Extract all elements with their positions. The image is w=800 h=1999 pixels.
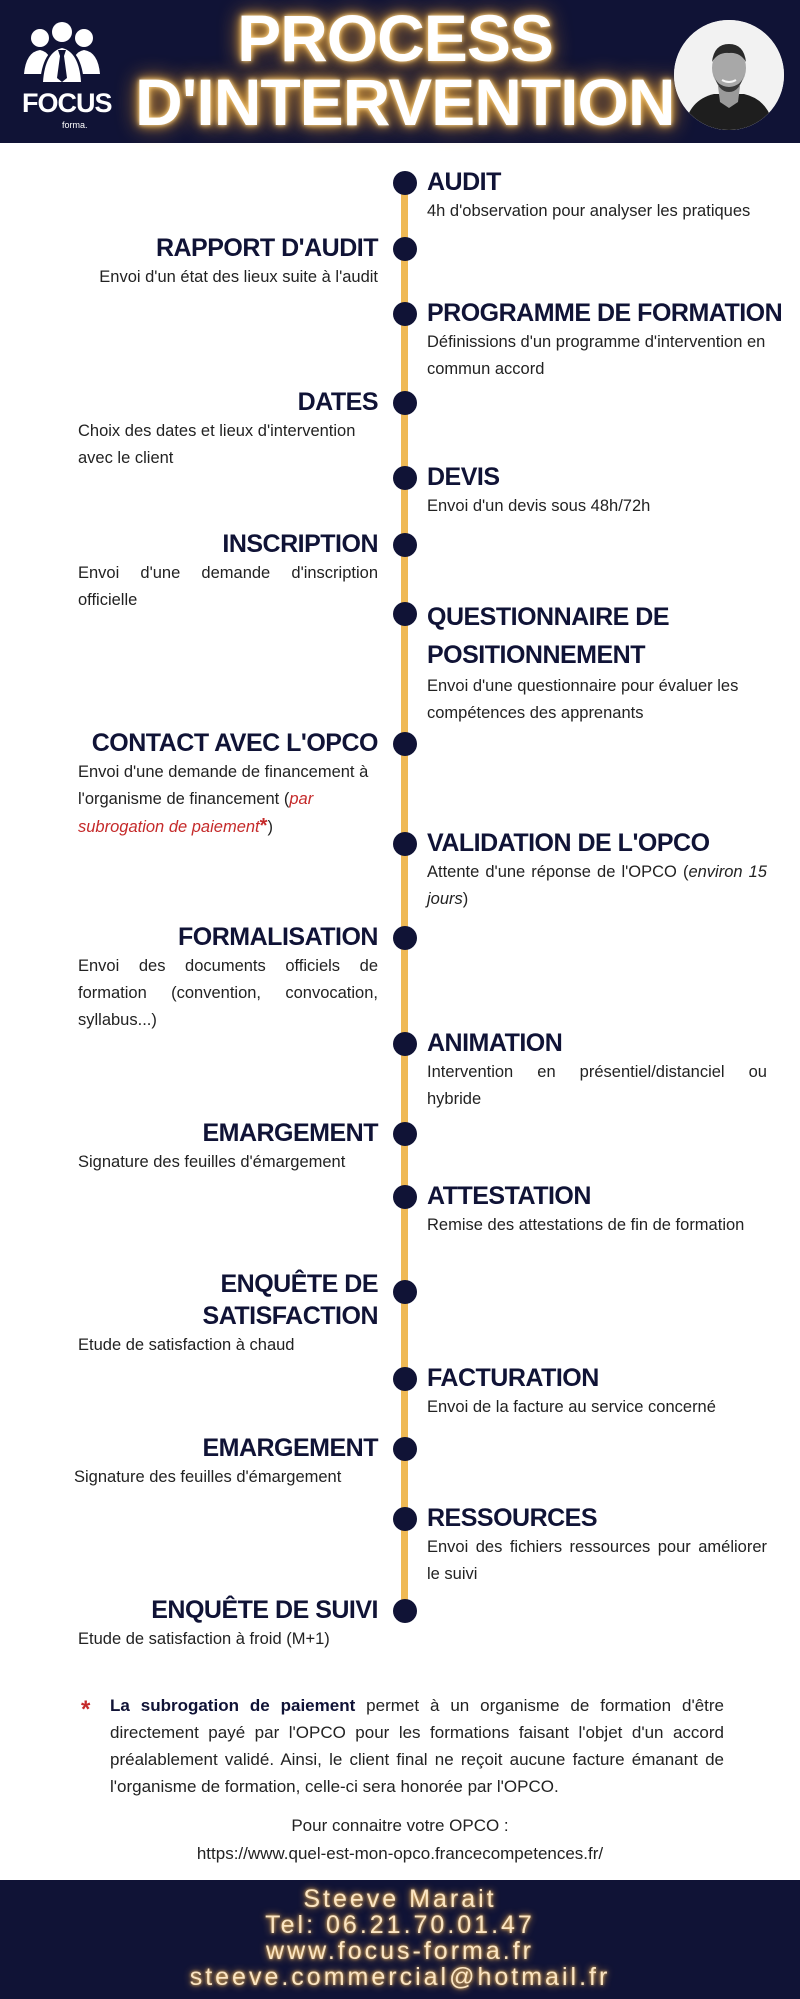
asterisk-icon: * (259, 815, 268, 837)
step-description (427, 859, 767, 913)
step-description: Choix des dates et lieux d'intervention avec le client (78, 422, 356, 467)
avatar (674, 20, 784, 130)
step-title-line-2: POSITIONNEMENT (427, 641, 646, 669)
step-title: ATTESTATION (427, 1182, 591, 1210)
timeline-dot (393, 391, 417, 415)
opco-link[interactable]: https://www.quel-est-mon-opco.francecompetences.fr/ (196, 1844, 604, 1863)
timeline-dot (393, 1599, 417, 1623)
timeline-dot (393, 466, 417, 490)
description-text: Envoi d'une demande de financement à l'organisme de financement ( (78, 763, 369, 808)
step-programme-formation (427, 297, 783, 383)
timeline-dot (393, 1367, 417, 1391)
step-emargement-2 (74, 1432, 378, 1491)
people-group-icon (22, 12, 102, 88)
asterisk-icon: * (81, 1696, 91, 1723)
step-inscription (78, 528, 378, 614)
subrogation-italic: par subrogation de paiement (78, 790, 314, 836)
step-enquete-satisfaction (78, 1268, 378, 1359)
contact-name: Steeve Marait (303, 1885, 497, 1913)
step-title: FORMALISATION (178, 923, 378, 951)
timeline-dot (393, 1122, 417, 1146)
step-title: DATES (297, 388, 378, 416)
step-description (78, 759, 378, 841)
step-enquete-suivi (78, 1594, 378, 1653)
step-description: Etude de satisfaction à chaud (78, 1336, 295, 1354)
step-description: Envoi d'un devis sous 48h/72h (427, 497, 651, 515)
page-title (135, 1, 675, 139)
step-questionnaire-positionnement (427, 597, 767, 727)
step-title: ANIMATION (427, 1029, 563, 1057)
timeline-dot (393, 732, 417, 756)
timeline-dot (393, 1437, 417, 1461)
step-validation-opco (427, 827, 767, 913)
timeline-dot (393, 302, 417, 326)
timeline-dot (393, 1185, 417, 1209)
step-title: CONTACT AVEC L'OPCO (91, 729, 378, 757)
description-text: Attente d'une réponse de l'OPCO ( (427, 863, 689, 881)
timeline-dot (393, 1280, 417, 1304)
step-dates (78, 386, 378, 472)
step-title: ENQUÊTE DE SUIVI (151, 1596, 378, 1624)
logo-wordmark: FOCUS (22, 88, 112, 118)
step-title-line-2: SATISFACTION (202, 1302, 378, 1330)
timeline-dot (393, 602, 417, 626)
step-title: PROGRAMME DE FORMATION (427, 299, 783, 327)
step-title: EMARGEMENT (202, 1119, 378, 1147)
contact-email[interactable]: steeve.commercial@hotmail.fr (189, 1963, 611, 1991)
step-title: EMARGEMENT (202, 1434, 378, 1462)
subrogation-note (81, 1692, 724, 1800)
step-description: Intervention en présentiel/distanciel ou hybride (427, 1063, 767, 1108)
title-line-2: D'INTERVENTION (135, 65, 675, 139)
description-end: ) (267, 818, 273, 836)
step-emargement (78, 1117, 378, 1176)
step-ressources (427, 1502, 767, 1588)
step-rapport-audit (78, 232, 378, 291)
step-title-line-1: ENQUÊTE DE (220, 1270, 378, 1298)
step-description: Remise des attestations de fin de formation (427, 1216, 745, 1234)
header (0, 0, 800, 143)
step-description: Envoi d'un état des lieux suite à l'audit (99, 268, 378, 286)
step-devis (427, 461, 767, 520)
timeline-dot (393, 1032, 417, 1056)
step-description: Signature des feuilles d'émargement (74, 1468, 342, 1486)
step-title-line-1: QUESTIONNAIRE DE (427, 603, 670, 631)
step-description: Signature des feuilles d'émargement (78, 1153, 346, 1171)
step-animation (427, 1027, 767, 1113)
step-title: RAPPORT D'AUDIT (155, 234, 378, 262)
logo-subtext: forma. (62, 120, 88, 130)
step-title: AUDIT (427, 168, 501, 196)
step-title: FACTURATION (427, 1364, 599, 1392)
note-text (110, 1692, 724, 1800)
description-end: ) (462, 890, 469, 908)
step-attestation (427, 1180, 767, 1239)
timeline-dot (393, 533, 417, 557)
timeline-dot (393, 237, 417, 261)
step-description: Envoi de la facture au service concerné (427, 1398, 716, 1416)
step-title: RESSOURCES (427, 1504, 598, 1532)
timeline-dot (393, 1507, 417, 1531)
footer-contact (0, 1880, 800, 1999)
step-title: DEVIS (427, 463, 500, 491)
step-audit (427, 166, 767, 225)
step-contact-opco (78, 727, 378, 841)
contact-phone[interactable]: Tel: 06.21.70.01.47 (265, 1911, 535, 1939)
step-description: Définissions d'un programme d'intervention en commun accord (427, 333, 766, 378)
step-description: Etude de satisfaction à froid (M+1) (78, 1630, 330, 1648)
step-facturation (427, 1362, 767, 1421)
note-bold: La subrogation de paiement (110, 1696, 356, 1715)
timeline-dot (393, 171, 417, 195)
step-description: Envoi des fichiers ressources pour améliorer le suivi (427, 1538, 767, 1583)
title-line-1: PROCESS (237, 1, 553, 75)
person-portrait-icon (674, 20, 784, 130)
timeline-dot (393, 926, 417, 950)
opco-info (0, 1812, 800, 1868)
step-description: Envoi d'une questionnaire pour évaluer les compétences des apprenants (427, 677, 739, 722)
step-description: Envoi des documents officiels de formation (convention, convocation, syllabus...) (78, 957, 378, 1029)
opco-label: Pour connaitre votre OPCO : (291, 1816, 509, 1835)
step-description: Envoi d'une demande d'inscription officielle (78, 564, 378, 609)
contact-website[interactable]: www.focus-forma.fr (266, 1937, 534, 1965)
note-body: permet à un organisme de formation d'être directement payé par l'OPCO pour les formations faisant l'objet d'un accord préalablement validé. Ainsi, le client final ne reçoit aucune facture émanant de l'organisme de formation, celle-ci sera honorée par l'OPCO. (110, 1696, 724, 1796)
step-description: 4h d'observation pour analyser les pratiques (427, 202, 751, 220)
step-title: INSCRIPTION (222, 530, 378, 558)
focus-logo (22, 12, 112, 130)
step-title: VALIDATION DE L'OPCO (427, 829, 710, 857)
timeline-dot (393, 832, 417, 856)
step-formalisation (78, 921, 378, 1034)
duration-italic: environ 15 jours (427, 863, 767, 908)
